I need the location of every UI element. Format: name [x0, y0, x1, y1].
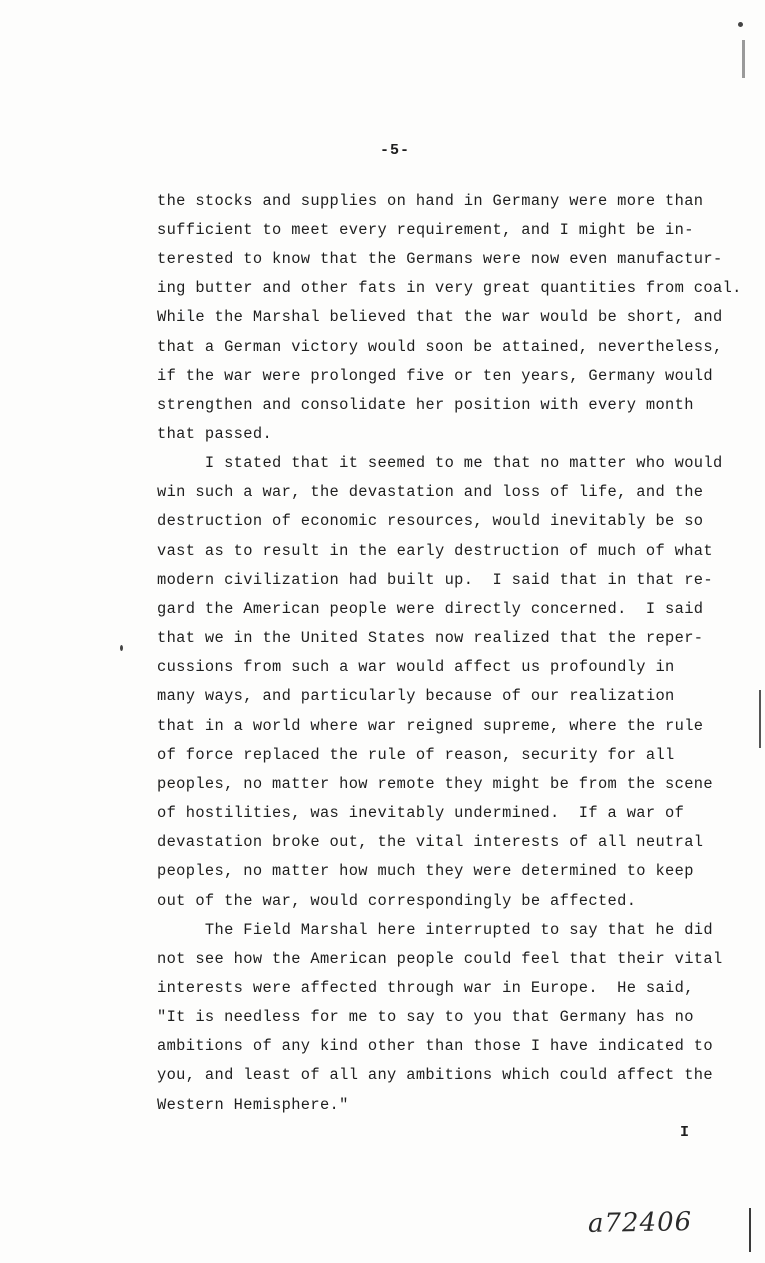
body-line-9: that passed.	[157, 425, 273, 443]
body-line-23: devastation broke out, the vital interests of all neutral	[157, 833, 704, 851]
body-line-29: "It is needless for me to say to you that Germany has no	[157, 1008, 694, 1026]
scan-speck	[120, 645, 123, 651]
body-line-12: destruction of economic resources, would inevitably be so	[157, 512, 704, 530]
body-line-18: many ways, and particularly because of our realization	[157, 687, 675, 705]
body-line-31: you, and least of all any ambitions which could affect the	[157, 1066, 713, 1084]
body-line-6: that a German victory would soon be attained, nevertheless,	[157, 338, 723, 356]
body-line-25: out of the war, would correspondingly be affected.	[157, 892, 637, 910]
body-line-27: not see how the American people could feel that their vital	[157, 950, 723, 968]
page-number: -5-	[380, 142, 411, 159]
body-line-7: if the war were prolonged five or ten years, Germany would	[157, 367, 713, 385]
body-line-30: ambitions of any kind other than those I have indicated to	[157, 1037, 713, 1055]
scan-speck	[738, 22, 743, 27]
body-line-8: strengthen and consolidate her position with every month	[157, 396, 694, 414]
body-line-10: I stated that it seemed to me that no matter who would	[157, 454, 723, 472]
body-line-11: win such a war, the devastation and loss of life, and the	[157, 483, 704, 501]
scan-edge-mark	[749, 1208, 751, 1252]
scan-edge-mark	[742, 40, 745, 78]
scan-edge-mark	[759, 690, 761, 748]
body-line-17: cussions from such a war would affect us profoundly in	[157, 658, 675, 676]
body-line-2: sufficient to meet every requirement, and I might be in-	[157, 221, 694, 239]
body-line-15: gard the American people were directly concerned. I said	[157, 600, 704, 618]
body-line-4: ing butter and other fats in very great quantities from coal.	[157, 279, 742, 297]
body-line-13: vast as to result in the early destruction of much of what	[157, 542, 713, 560]
body-line-16: that we in the United States now realized that the reper-	[157, 629, 704, 647]
body-line-28: interests were affected through war in Europe. He said,	[157, 979, 694, 997]
body-line-1: the stocks and supplies on hand in Germany were more than	[157, 192, 704, 210]
body-line-3: terested to know that the Germans were now even manufactur-	[157, 250, 723, 268]
handwritten-archive-number: a72406	[587, 1207, 693, 1239]
body-line-26: The Field Marshal here interrupted to say that he did	[157, 921, 713, 939]
body-line-22: of hostilities, was inevitably undermined. If a war of	[157, 804, 685, 822]
catchword: I	[680, 1124, 690, 1141]
body-line-20: of force replaced the rule of reason, security for all	[157, 746, 675, 764]
body-line-19: that in a world where war reigned supreme, where the rule	[157, 717, 704, 735]
body-line-21: peoples, no matter how remote they might be from the scene	[157, 775, 713, 793]
body-line-32: Western Hemisphere."	[157, 1096, 349, 1114]
body-line-5: While the Marshal believed that the war would be short, and	[157, 308, 723, 326]
body-line-14: modern civilization had built up. I said that in that re-	[157, 571, 713, 589]
body-line-24: peoples, no matter how much they were determined to keep	[157, 862, 694, 880]
